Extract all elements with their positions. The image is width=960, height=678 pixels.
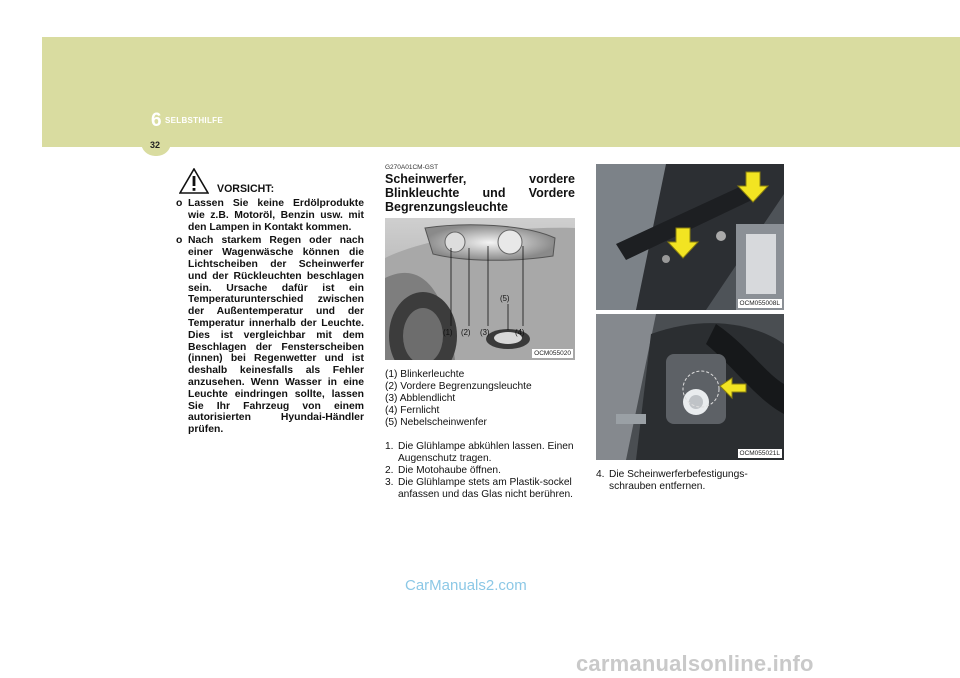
parts-item: (5) Nebelscheinwenfer: [385, 417, 487, 428]
warning-item-text: Nach starkem Regen oder nach einer Wagenwäsche können die Lichtscheiben der Scheinwerfer und der Rückleuchten beschlagen sein. Ursache dafür ist ein Temperaturunterschied zwischen der Außentemperatur und der Temperatur innerhalb der Leuchte. Dies ist vergleichbar mit dem Beschlagen der Fensterscheiben (innen) bei Regenwetter und ist deshalb keinesfalls als Fehler anzusehen. Wenn Wasser in eine Leuchte eindringen sollte, lassen Sie Ihr Fahrzeug von einem autorisierten Hyundai-Händler prüfen.: [188, 235, 364, 436]
engine-bay-section: [596, 164, 784, 493]
warning-header: [176, 168, 364, 196]
step-text: Die Motohaube öffnen.: [398, 465, 501, 476]
parts-list: [385, 369, 575, 429]
section-code: G270A01CM-GST: [385, 164, 439, 171]
steps-list: [385, 441, 575, 501]
step-text: Die Glühlampe abkühlen lassen. Einen Augenschutz tragen.: [398, 441, 574, 464]
callout-3: (3): [480, 328, 490, 337]
warning-title: VORSICHT:: [217, 183, 275, 195]
parts-item: (1) Blinkerleuchte: [385, 369, 465, 380]
step-item: [385, 465, 575, 477]
warning-item: [176, 235, 364, 436]
warning-box: [176, 168, 364, 436]
step-text: Die Scheinwerferbefestigungs-schrauben entfernen.: [609, 469, 748, 492]
step-number: 2.: [385, 465, 394, 476]
callout-5: (5): [500, 294, 510, 303]
figure-code: OCM055021L: [739, 450, 780, 457]
step-item: [385, 477, 575, 501]
bullet: o: [176, 235, 183, 247]
step-number: 4.: [596, 469, 605, 480]
step-item: [385, 441, 575, 465]
warning-item-text: Lassen Sie keine Erdölprodukte wie z.B. Motoröl, Benzin usw. mit den Lampen in Kontakt kommen.: [188, 198, 364, 233]
parts-item: (2) Vordere Begrenzungsleuchte: [385, 381, 532, 392]
step-number: 1.: [385, 441, 394, 452]
page-number: 32: [150, 140, 161, 150]
chapter-header-band: [42, 37, 960, 147]
headlight-illustration: [385, 218, 575, 360]
warning-triangle-icon: [179, 168, 209, 194]
watermark-text: carmanualsonline.info: [576, 651, 814, 676]
step-text: Die Glühlampe stets am Plastik-sockel anfassen und das Glas nicht berühren.: [398, 477, 573, 500]
parts-item: (3) Abblendlicht: [385, 393, 456, 404]
parts-item: (4) Fernlicht: [385, 405, 440, 416]
chapter-title: SELBSTHILFE: [165, 116, 223, 125]
headlight-section: [385, 164, 575, 501]
callout-4: (4): [515, 328, 525, 337]
callout-1: (1): [443, 328, 453, 337]
headlight-figure: [385, 218, 575, 360]
figure-code: OCM055020: [534, 350, 571, 357]
watermark-link[interactable]: CarManuals2.com: [405, 577, 527, 594]
headlight-bolts-figure: [596, 164, 784, 310]
section-title: Scheinwerfer, vordere Blinkleuchte und Vordere Begrenzungsleuchte: [385, 172, 575, 214]
bullet: o: [176, 198, 183, 209]
engine-bay-illustration-bottom: [596, 314, 784, 460]
chapter-number: 6: [151, 110, 162, 131]
step-number: 3.: [385, 477, 394, 488]
engine-bay-illustration-top: [596, 164, 784, 310]
bulb-access-figure: [596, 314, 784, 460]
figure-code: OCM055008L: [739, 300, 780, 307]
warning-item: [176, 198, 364, 233]
callout-2: (2): [461, 328, 471, 337]
step-item: [596, 469, 784, 493]
